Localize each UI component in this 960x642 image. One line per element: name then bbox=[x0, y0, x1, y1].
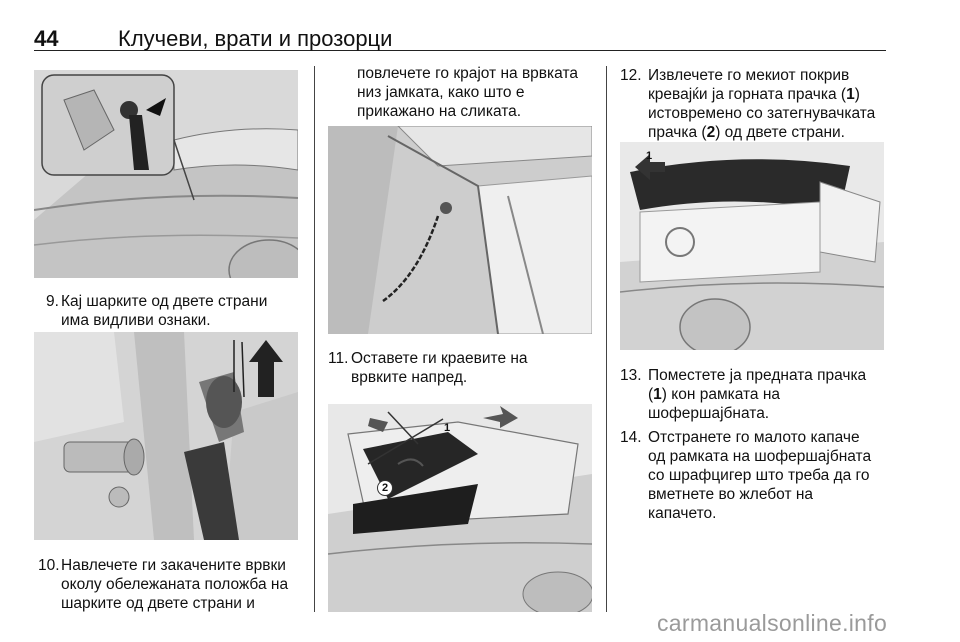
figure-hinge-convertible-illustration bbox=[34, 70, 298, 278]
step-14-number: 14. bbox=[620, 429, 642, 446]
step-12-ref-2: 2 bbox=[706, 124, 716, 141]
figure-hinge-closeup bbox=[34, 332, 298, 540]
step-12-text-line-4 bbox=[648, 123, 875, 142]
step-9-text-line-2: има видливи ознаки. bbox=[61, 312, 211, 329]
column-divider-1 bbox=[314, 66, 315, 612]
step-10-number: 10. bbox=[38, 557, 60, 574]
step-14-text-line-1: Отстранете го малото капаче bbox=[648, 429, 860, 446]
figure-roof-open-illustration bbox=[328, 404, 592, 612]
step-9-number: 9. bbox=[46, 293, 59, 310]
step-10-text-line-1: Навлечете ги закачените врвки bbox=[61, 557, 286, 574]
step-13-ref-1: 1 bbox=[653, 386, 662, 403]
watermark: carmanualsonline.info bbox=[657, 610, 888, 636]
figure-roof-open bbox=[328, 404, 592, 612]
step-14-text-line-5: капачето. bbox=[648, 505, 717, 522]
step-10-text-line-3: шарките од двете страни и bbox=[61, 595, 255, 612]
step-13-text-line-2 bbox=[648, 385, 866, 404]
step-14-text-line-3: со шрафцигер што треба да го bbox=[648, 467, 870, 484]
column-divider-2 bbox=[606, 66, 607, 612]
step-10-text-line-2: околу обележаната положба на bbox=[61, 576, 289, 593]
callout-1: 1 bbox=[444, 422, 451, 434]
step-10-continued bbox=[357, 64, 602, 121]
step-13-text-line-1: Поместете ја предната прачка bbox=[648, 367, 867, 384]
callout-2: 2 bbox=[377, 480, 393, 496]
figure-strap-loop-illustration bbox=[328, 126, 592, 334]
step-13-text-line-3: шофершајбната. bbox=[648, 405, 770, 422]
page-header bbox=[34, 18, 886, 51]
figure-soft-top-lift bbox=[620, 142, 884, 350]
figure-hinge-convertible bbox=[34, 70, 298, 278]
step-12-line-4-pre: прачка ( bbox=[648, 124, 707, 141]
step-10-continued-line-1: повлечете го крајот на врвката bbox=[357, 65, 578, 82]
step-12-text-line-2 bbox=[648, 85, 875, 104]
step-12-number: 12. bbox=[620, 67, 642, 84]
step-12-text-line-3: истовремено со затегнувачката bbox=[648, 105, 876, 122]
step-10-continued-line-3: прикажано на сликата. bbox=[357, 103, 522, 120]
step-12-text-line-1: Извлечете го мекиот покрив bbox=[648, 67, 850, 84]
step-13-number: 13. bbox=[620, 367, 642, 384]
step-11-number: 11. bbox=[328, 350, 349, 367]
step-13-line-2-post: ) кон рамката на bbox=[661, 386, 781, 403]
callout-1-col3: 1 bbox=[646, 150, 653, 162]
figure-hinge-closeup-illustration bbox=[34, 332, 298, 540]
step-12-line-2-pre: кревајќи ја горната прачка ( bbox=[648, 86, 847, 103]
step-11-text-line-2: врвките напред. bbox=[351, 369, 468, 386]
step-11-text-line-1: Оставете ги краевите на bbox=[351, 350, 528, 367]
figure-soft-top-lift-illustration bbox=[620, 142, 884, 350]
step-10-continued-line-2: низ јамката, како што е bbox=[357, 84, 525, 101]
page-number: 44 bbox=[34, 26, 59, 51]
step-12-line-4-post: ) од двете страни. bbox=[715, 124, 845, 141]
step-9-text-line-1: Кај шарките од двете страни bbox=[61, 293, 268, 310]
step-12-ref-1: 1 bbox=[846, 86, 855, 103]
figure-strap-loop bbox=[328, 126, 592, 334]
step-12-line-2-post: ) bbox=[854, 86, 860, 103]
page-title: Клучеви, врати и прозорци bbox=[118, 26, 393, 51]
step-14-text-line-2: од рамката на шофершајбната bbox=[648, 448, 872, 465]
step-14-text-line-4: вметнете во жлебот на bbox=[648, 486, 814, 503]
step-13-line-2-pre: ( bbox=[648, 386, 654, 403]
